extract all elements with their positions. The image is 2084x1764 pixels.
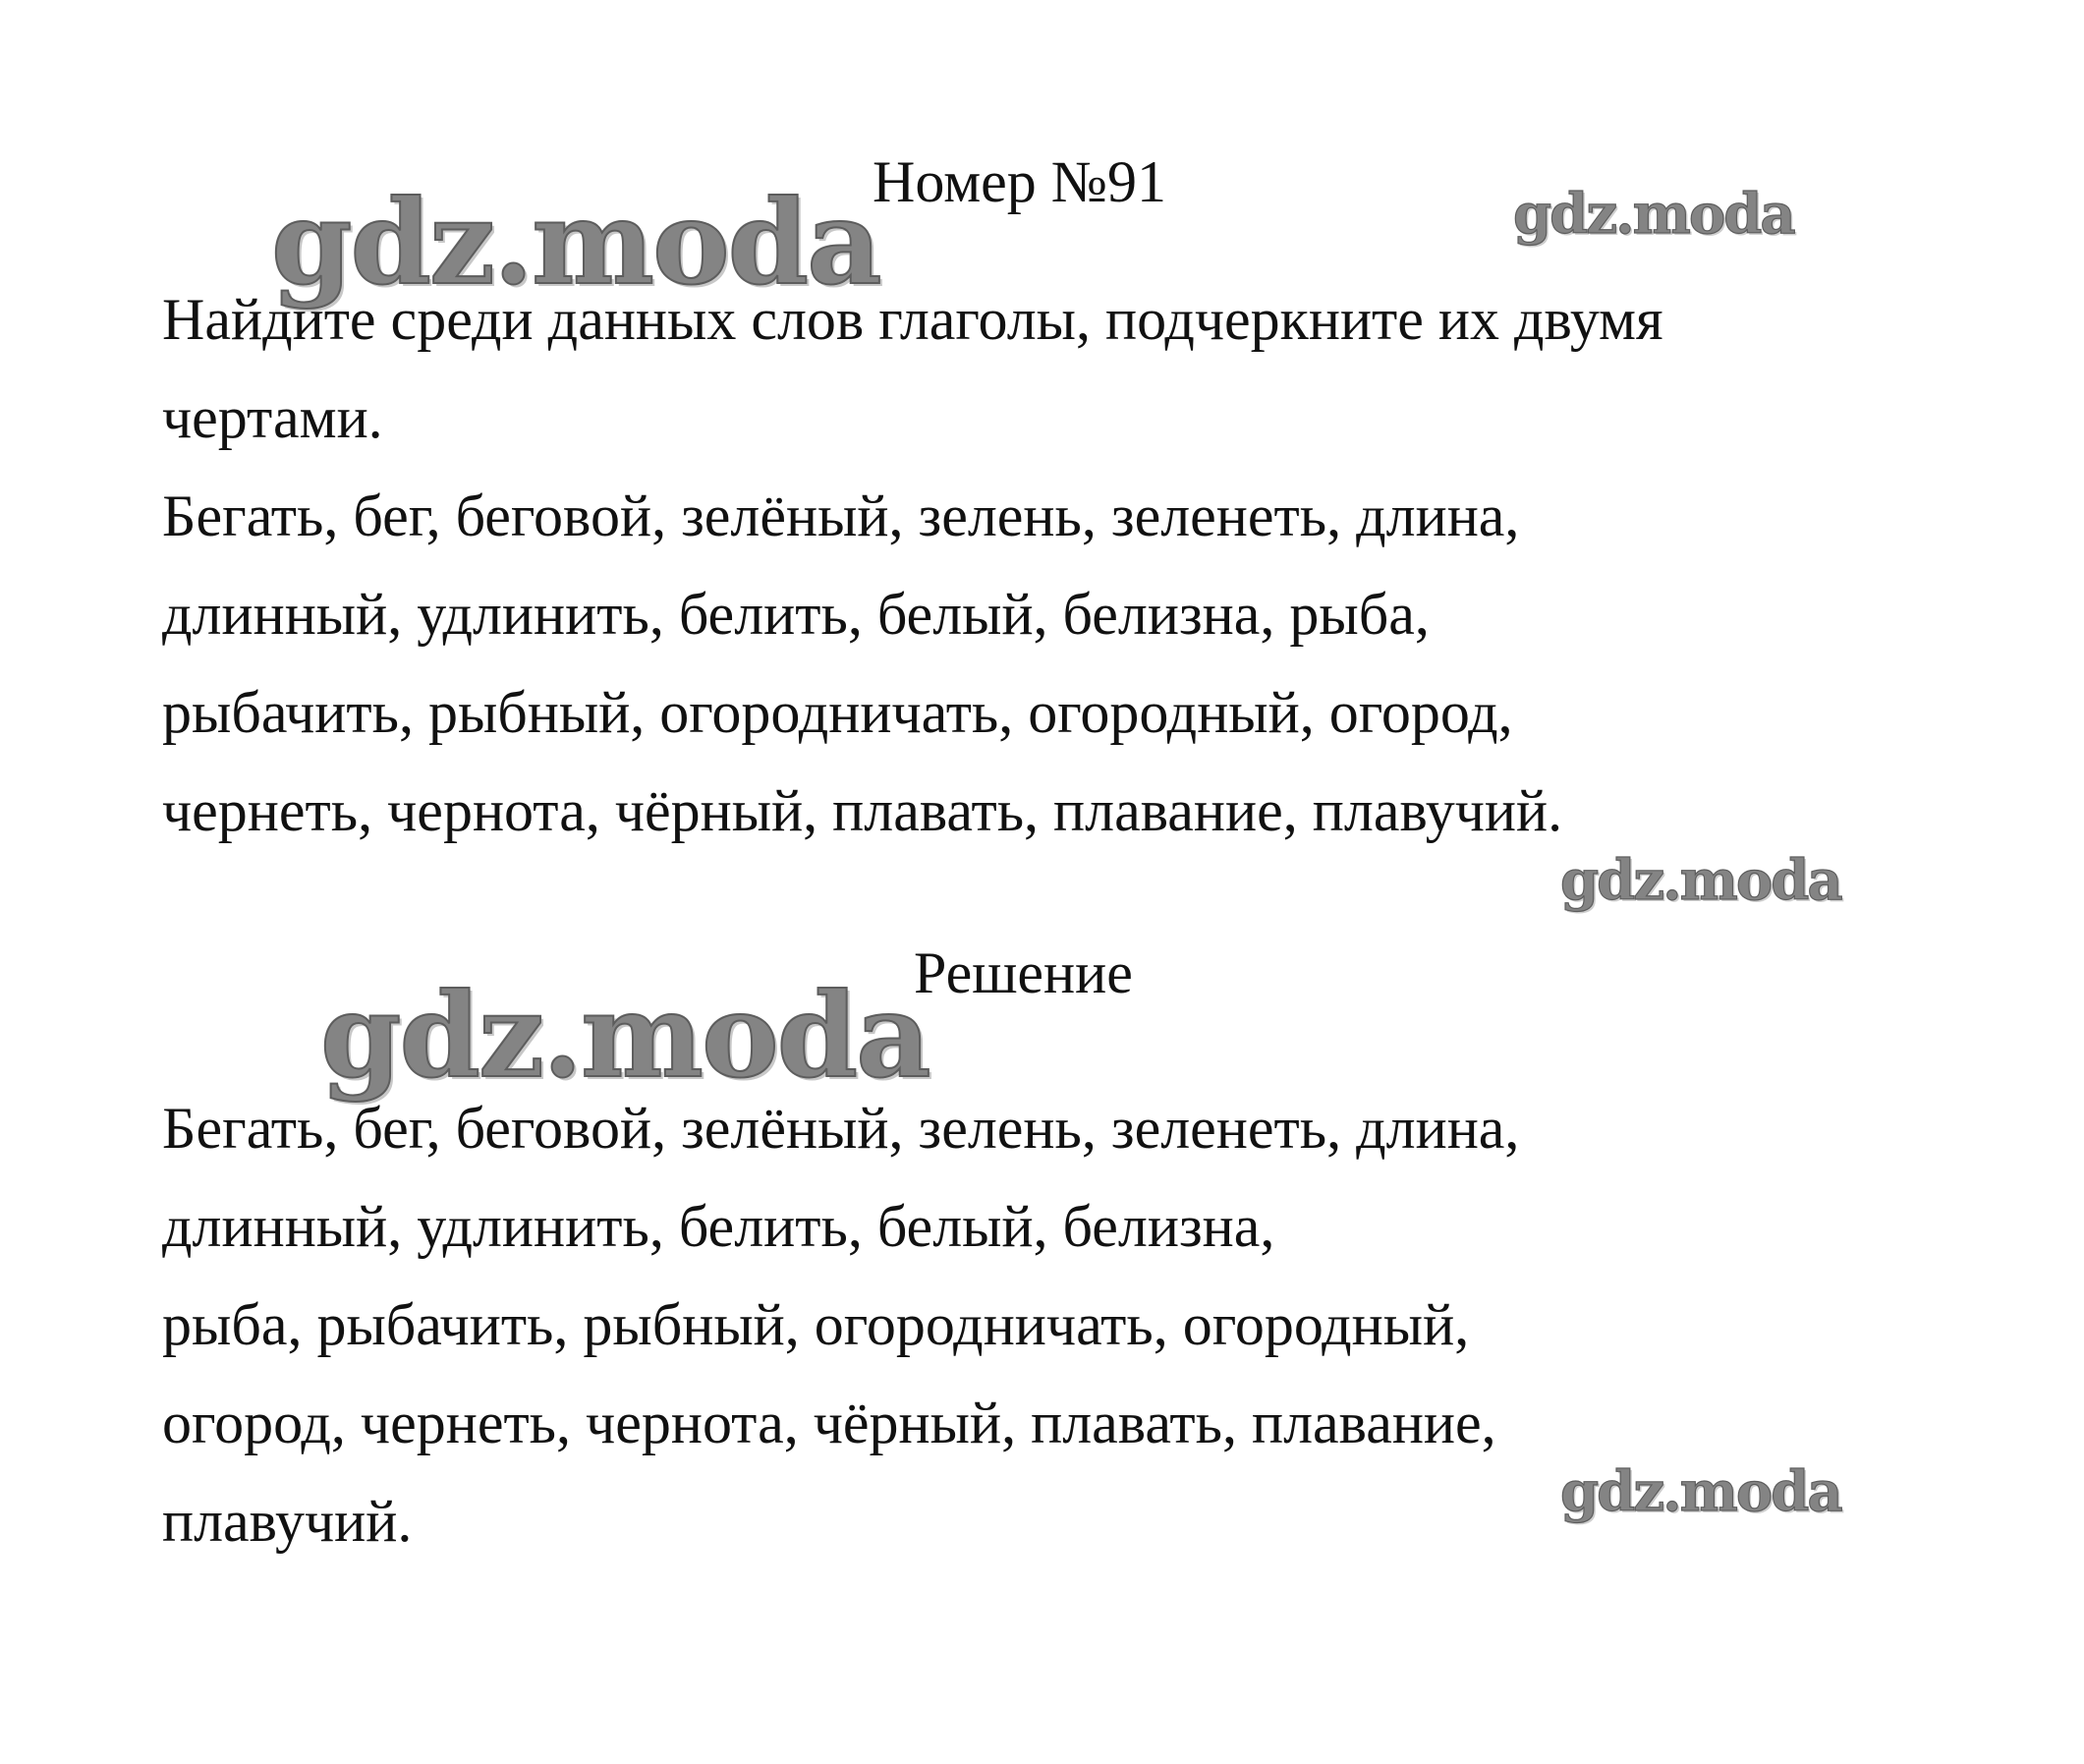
- solution-heading: Решение: [914, 940, 1133, 1005]
- watermark-logo: gdz.moda: [1560, 1459, 1841, 1524]
- solution-line: Бегать, бег, беговой, зелёный, зелень, зеленеть, длина,: [162, 1096, 1520, 1161]
- prompt-line: длинный, удлинить, белить, белый, белизна, рыба,: [162, 582, 1430, 647]
- solution-line: плавучий.: [162, 1489, 413, 1554]
- solution-text: [162, 1079, 1519, 1570]
- prompt-line: чертами.: [162, 385, 383, 450]
- solution-line: рыба, рыбачить, рыбный, огородничать, огородный,: [162, 1292, 1470, 1357]
- solution-line: длинный, удлинить, белить, белый, белизна,: [162, 1194, 1275, 1259]
- task-number-heading: Номер №91: [873, 149, 1167, 214]
- prompt-line: рыбачить, рыбный, огородничать, огородный, огород,: [162, 680, 1513, 745]
- watermark-logo: gdz.moda: [1513, 182, 1794, 247]
- watermark-logo: gdz.moda: [320, 967, 929, 1104]
- prompt-line: чернеть, чернота, чёрный, плавать, плавание, плавучий.: [162, 778, 1563, 843]
- solution-line: огород, чернеть, чернота, чёрный, плавать, плавание,: [162, 1391, 1496, 1455]
- watermark-logo: gdz.moda: [1560, 848, 1841, 913]
- prompt-line: Бегать, бег, беговой, зелёный, зелень, зеленеть, длина,: [162, 484, 1520, 548]
- prompt-line: Найдите среди данных слов глаголы, подчеркните их двумя: [162, 287, 1663, 352]
- task-prompt: [162, 270, 1663, 860]
- watermark-logo: gdz.moda: [271, 174, 880, 311]
